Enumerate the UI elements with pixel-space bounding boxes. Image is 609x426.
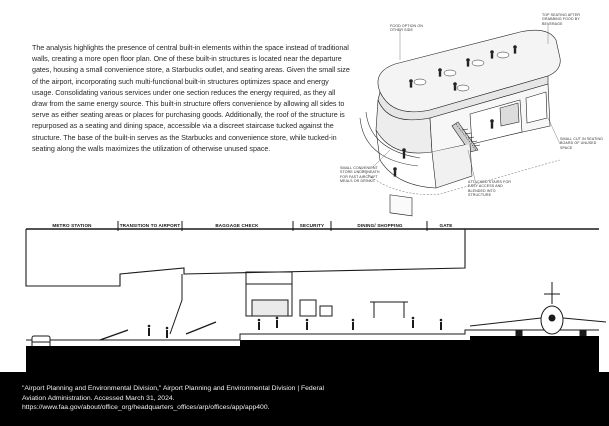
annotation-convenient-store: SMALL CONVENIENT STORE UNDERNEATH FOR FAST AIRCRAFT MEALS OR DRINKS	[340, 166, 380, 184]
annotation-small-cut: SMALL CUT IN SEATING BOARD OF UNUSED SPACE	[560, 137, 604, 150]
annotation-top-seating: TOP SEATING AFTER GRABBING FOOD BY BEVERAGE	[542, 13, 581, 26]
citation-url[interactable]: https://www.faa.gov/about/office_org/headquarters_offices/arp/offices/app/app400.	[22, 404, 270, 412]
citation-line-1: "Airport Planning and Environmental Division," Airport Planning and Environmental Division | Federal	[22, 385, 325, 392]
label-dining-shopping: DINING/ SHOPPING	[357, 223, 403, 228]
label-transition: TRANSITION TO AIRPORT	[119, 223, 181, 228]
annotation-stairs: ATTACHED STAIRS FOR EASY ACCESS AND BLENDED INTO STRUCTURE	[468, 180, 512, 198]
label-gate: GATE	[439, 223, 453, 228]
airplane	[470, 282, 606, 336]
description-paragraph: The analysis highlights the presence of central built-in elements within the space instead of traditional walls, creating a more open floor plan. One of these built-in structures is located near the departure gates, housing a small convenience store, a Starbucks outlet, and seating areas. Given the small size of the airport, incorporating such multi-functional built-in structures optimizes space and energy usage. Consolidating various services under one section reduces the energy required, as they all draw from the same energy source. This built-in structure offers convenience by allowing all sides to serve as either seating areas or places for purchasing goods. Additionally, the roof of the structure is repurposed as a seating and dining space, accessible via a discreet staircase tucked against the structure. The base of the built-in serves as the Starbucks and convenience store, while tucked-in seating along the walls maximizes the utilization of otherwise unused space.	[32, 43, 350, 153]
label-metro-station: METRO STATION	[52, 223, 92, 228]
annotation-food-option: FOOD OPTION ON OTHER SIDE	[390, 24, 423, 33]
label-baggage-check: BAGGAGE CHECK	[215, 223, 259, 228]
section-people	[148, 317, 443, 338]
section-labels	[52, 223, 452, 228]
citation	[22, 384, 582, 413]
ground-section	[26, 336, 599, 372]
citation-line-2: Aviation Administration. Accessed March 31, 2024.	[22, 394, 175, 402]
label-security: SECURITY	[299, 223, 325, 228]
